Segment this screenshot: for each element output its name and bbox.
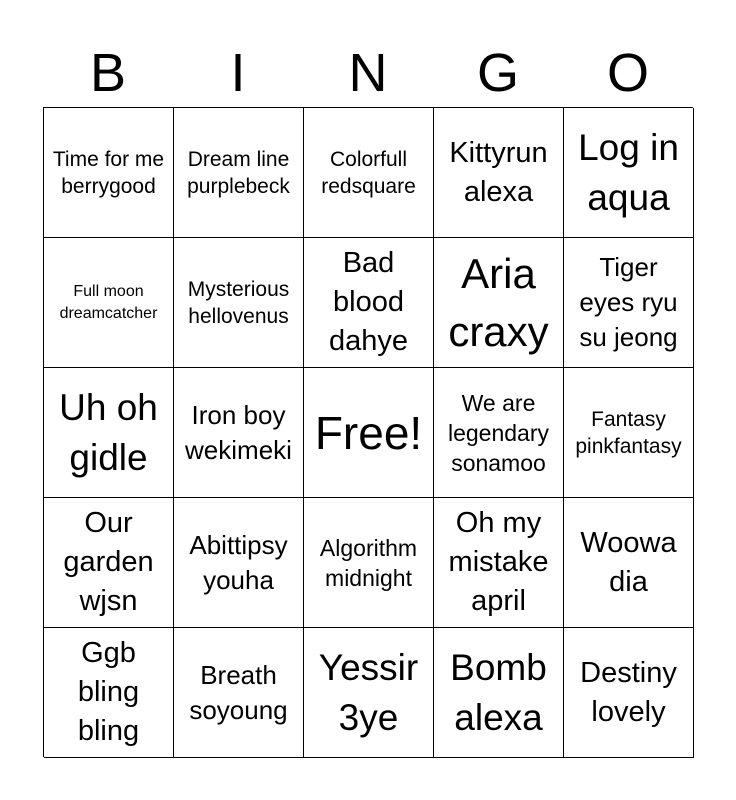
cell-text: Ggb bling bling bbox=[77, 637, 140, 747]
header-letter-b: B bbox=[89, 43, 127, 103]
cell-text: Mysterious hellovenus bbox=[187, 277, 290, 328]
header-letter-i: I bbox=[230, 43, 246, 103]
cell-text: Iron boy wekimeki bbox=[185, 399, 292, 465]
bingo-cell[interactable] bbox=[434, 498, 564, 628]
cell-text: Uh oh gidle bbox=[59, 386, 158, 478]
bingo-cell[interactable] bbox=[174, 368, 304, 498]
bingo-cell[interactable] bbox=[44, 368, 174, 498]
bingo-cell[interactable] bbox=[174, 238, 304, 368]
cell-text: Breath soyoung bbox=[189, 659, 288, 725]
cell-text: Colorfull redsquare bbox=[321, 147, 416, 198]
cell-text: Our garden wjsn bbox=[63, 507, 154, 617]
cell-text: Time for me berrygood bbox=[52, 147, 165, 198]
bingo-cell[interactable] bbox=[304, 498, 434, 628]
bingo-cell[interactable] bbox=[304, 628, 434, 758]
cell-text: Full moon dreamcatcher bbox=[59, 282, 158, 322]
cell-text: We are legendary sonamoo bbox=[447, 389, 550, 476]
bingo-cell[interactable] bbox=[174, 628, 304, 758]
bingo-cell[interactable] bbox=[304, 238, 434, 368]
cell-text: Dream line purplebeck bbox=[187, 147, 290, 198]
bingo-cell[interactable] bbox=[44, 108, 174, 238]
cell-text: Tiger eyes ryu su jeong bbox=[579, 252, 678, 352]
cell-text: Oh my mistake april bbox=[448, 507, 549, 617]
bingo-cell[interactable] bbox=[44, 238, 174, 368]
bingo-cell[interactable] bbox=[174, 108, 304, 238]
bingo-cell[interactable] bbox=[434, 108, 564, 238]
bingo-cell[interactable] bbox=[564, 628, 694, 758]
header-letter-g: G bbox=[476, 43, 519, 103]
cell-text: Fantasy pinkfantasy bbox=[575, 407, 682, 458]
bingo-cell[interactable] bbox=[174, 498, 304, 628]
bingo-header bbox=[43, 40, 693, 106]
bingo-cell[interactable] bbox=[564, 108, 694, 238]
cell-text: Bad blood dahye bbox=[328, 247, 408, 357]
cell-text: Aria craxy bbox=[448, 249, 549, 355]
bingo-cell[interactable] bbox=[564, 238, 694, 368]
cell-text: Log in aqua bbox=[578, 126, 679, 218]
cell-text: Algorithm midnight bbox=[319, 534, 418, 591]
bingo-cell[interactable] bbox=[434, 368, 564, 498]
free-cell[interactable] bbox=[304, 368, 434, 498]
cell-text: Bomb alexa bbox=[450, 646, 547, 738]
bingo-card bbox=[43, 107, 693, 757]
header-letter-n: N bbox=[348, 43, 388, 103]
cell-text: Free! bbox=[314, 406, 423, 459]
cell-text: Abittipsy youha bbox=[189, 529, 288, 595]
bingo-cell[interactable] bbox=[44, 628, 174, 758]
cell-text: Kittyrun alexa bbox=[449, 136, 548, 208]
bingo-cell[interactable] bbox=[304, 108, 434, 238]
bingo-cell[interactable] bbox=[434, 628, 564, 758]
cell-text: Yessir 3ye bbox=[318, 646, 419, 738]
header-letter-o: O bbox=[606, 43, 649, 103]
bingo-cell[interactable] bbox=[564, 368, 694, 498]
cell-text: Destiny lovely bbox=[580, 656, 677, 728]
bingo-cell[interactable] bbox=[564, 498, 694, 628]
bingo-cell[interactable] bbox=[434, 238, 564, 368]
bingo-cell[interactable] bbox=[44, 498, 174, 628]
cell-text: Woowa dia bbox=[580, 526, 677, 598]
